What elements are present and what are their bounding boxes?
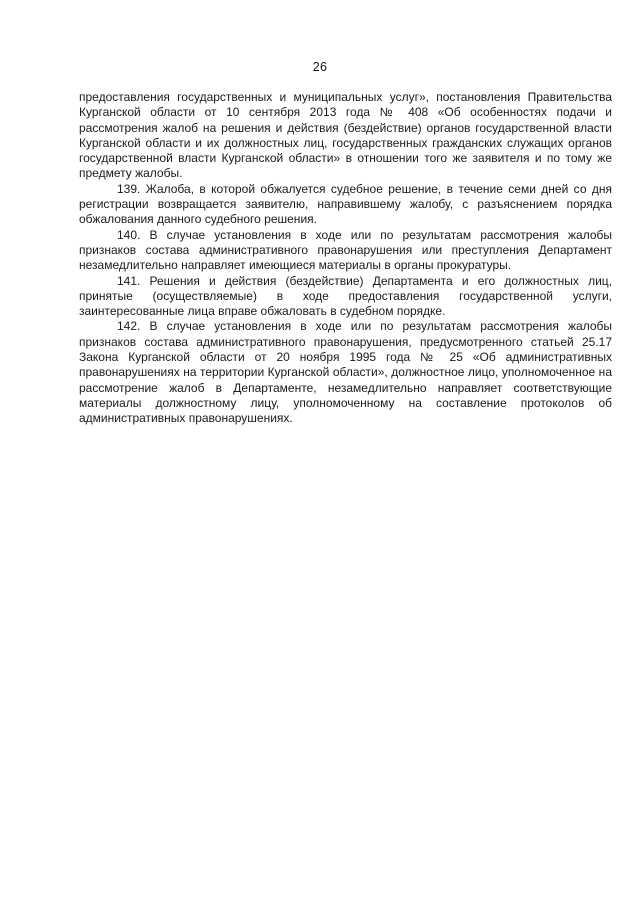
paragraph-141: 141. Решения и действия (бездействие) Департамента и его должностных лиц, принятые (осуществляемые) в ходе предоставления государственной услуги, заинтересованные лица вправе обжаловать в судебном порядке. bbox=[79, 273, 612, 319]
paragraph-continuation: предоставления государственных и муниципальных услуг», постановления Правительства Курганской области от 10 сентября 2013 года № 408 «Об особенностях подачи и рассмотрения жалоб на решения и действия (бездействие) органов государственной власти Курганской области и их должностных лиц, государственных гражданских служащих органов государственной власти Курганской области» в отношении того же заявителя и по тому же предмету жалобы. bbox=[79, 90, 612, 181]
page-number: 26 bbox=[312, 60, 328, 74]
document-body bbox=[79, 90, 612, 427]
paragraph-139: 139. Жалоба, в которой обжалуется судебное решение, в течение семи дней со дня регистрации возвращается заявителю, направившему жалобу, с разъяснением порядка обжалования данного судебного решения. bbox=[79, 181, 612, 227]
paragraph-142: 142. В случае установления в ходе или по результатам рассмотрения жалобы признаков состава административного правонарушения, предусмотренного статьей 25.17 Закона Курганской области от 20 ноября 1995 года № 25 «Об административных правонарушениях на территории Курганской области», должностное лицо, уполномоченное на рассмотрение жалоб в Департаменте, незамедлительно направляет соответствующие материалы должностному лицу, уполномоченному на составление протоколов об административных правонарушениях. bbox=[79, 319, 612, 426]
paragraph-140: 140. В случае установления в ходе или по результатам рассмотрения жалобы признаков состава административного правонарушения или преступления Департамент незамедлительно направляет имеющиеся материалы в органы прокуратуры. bbox=[79, 227, 612, 273]
